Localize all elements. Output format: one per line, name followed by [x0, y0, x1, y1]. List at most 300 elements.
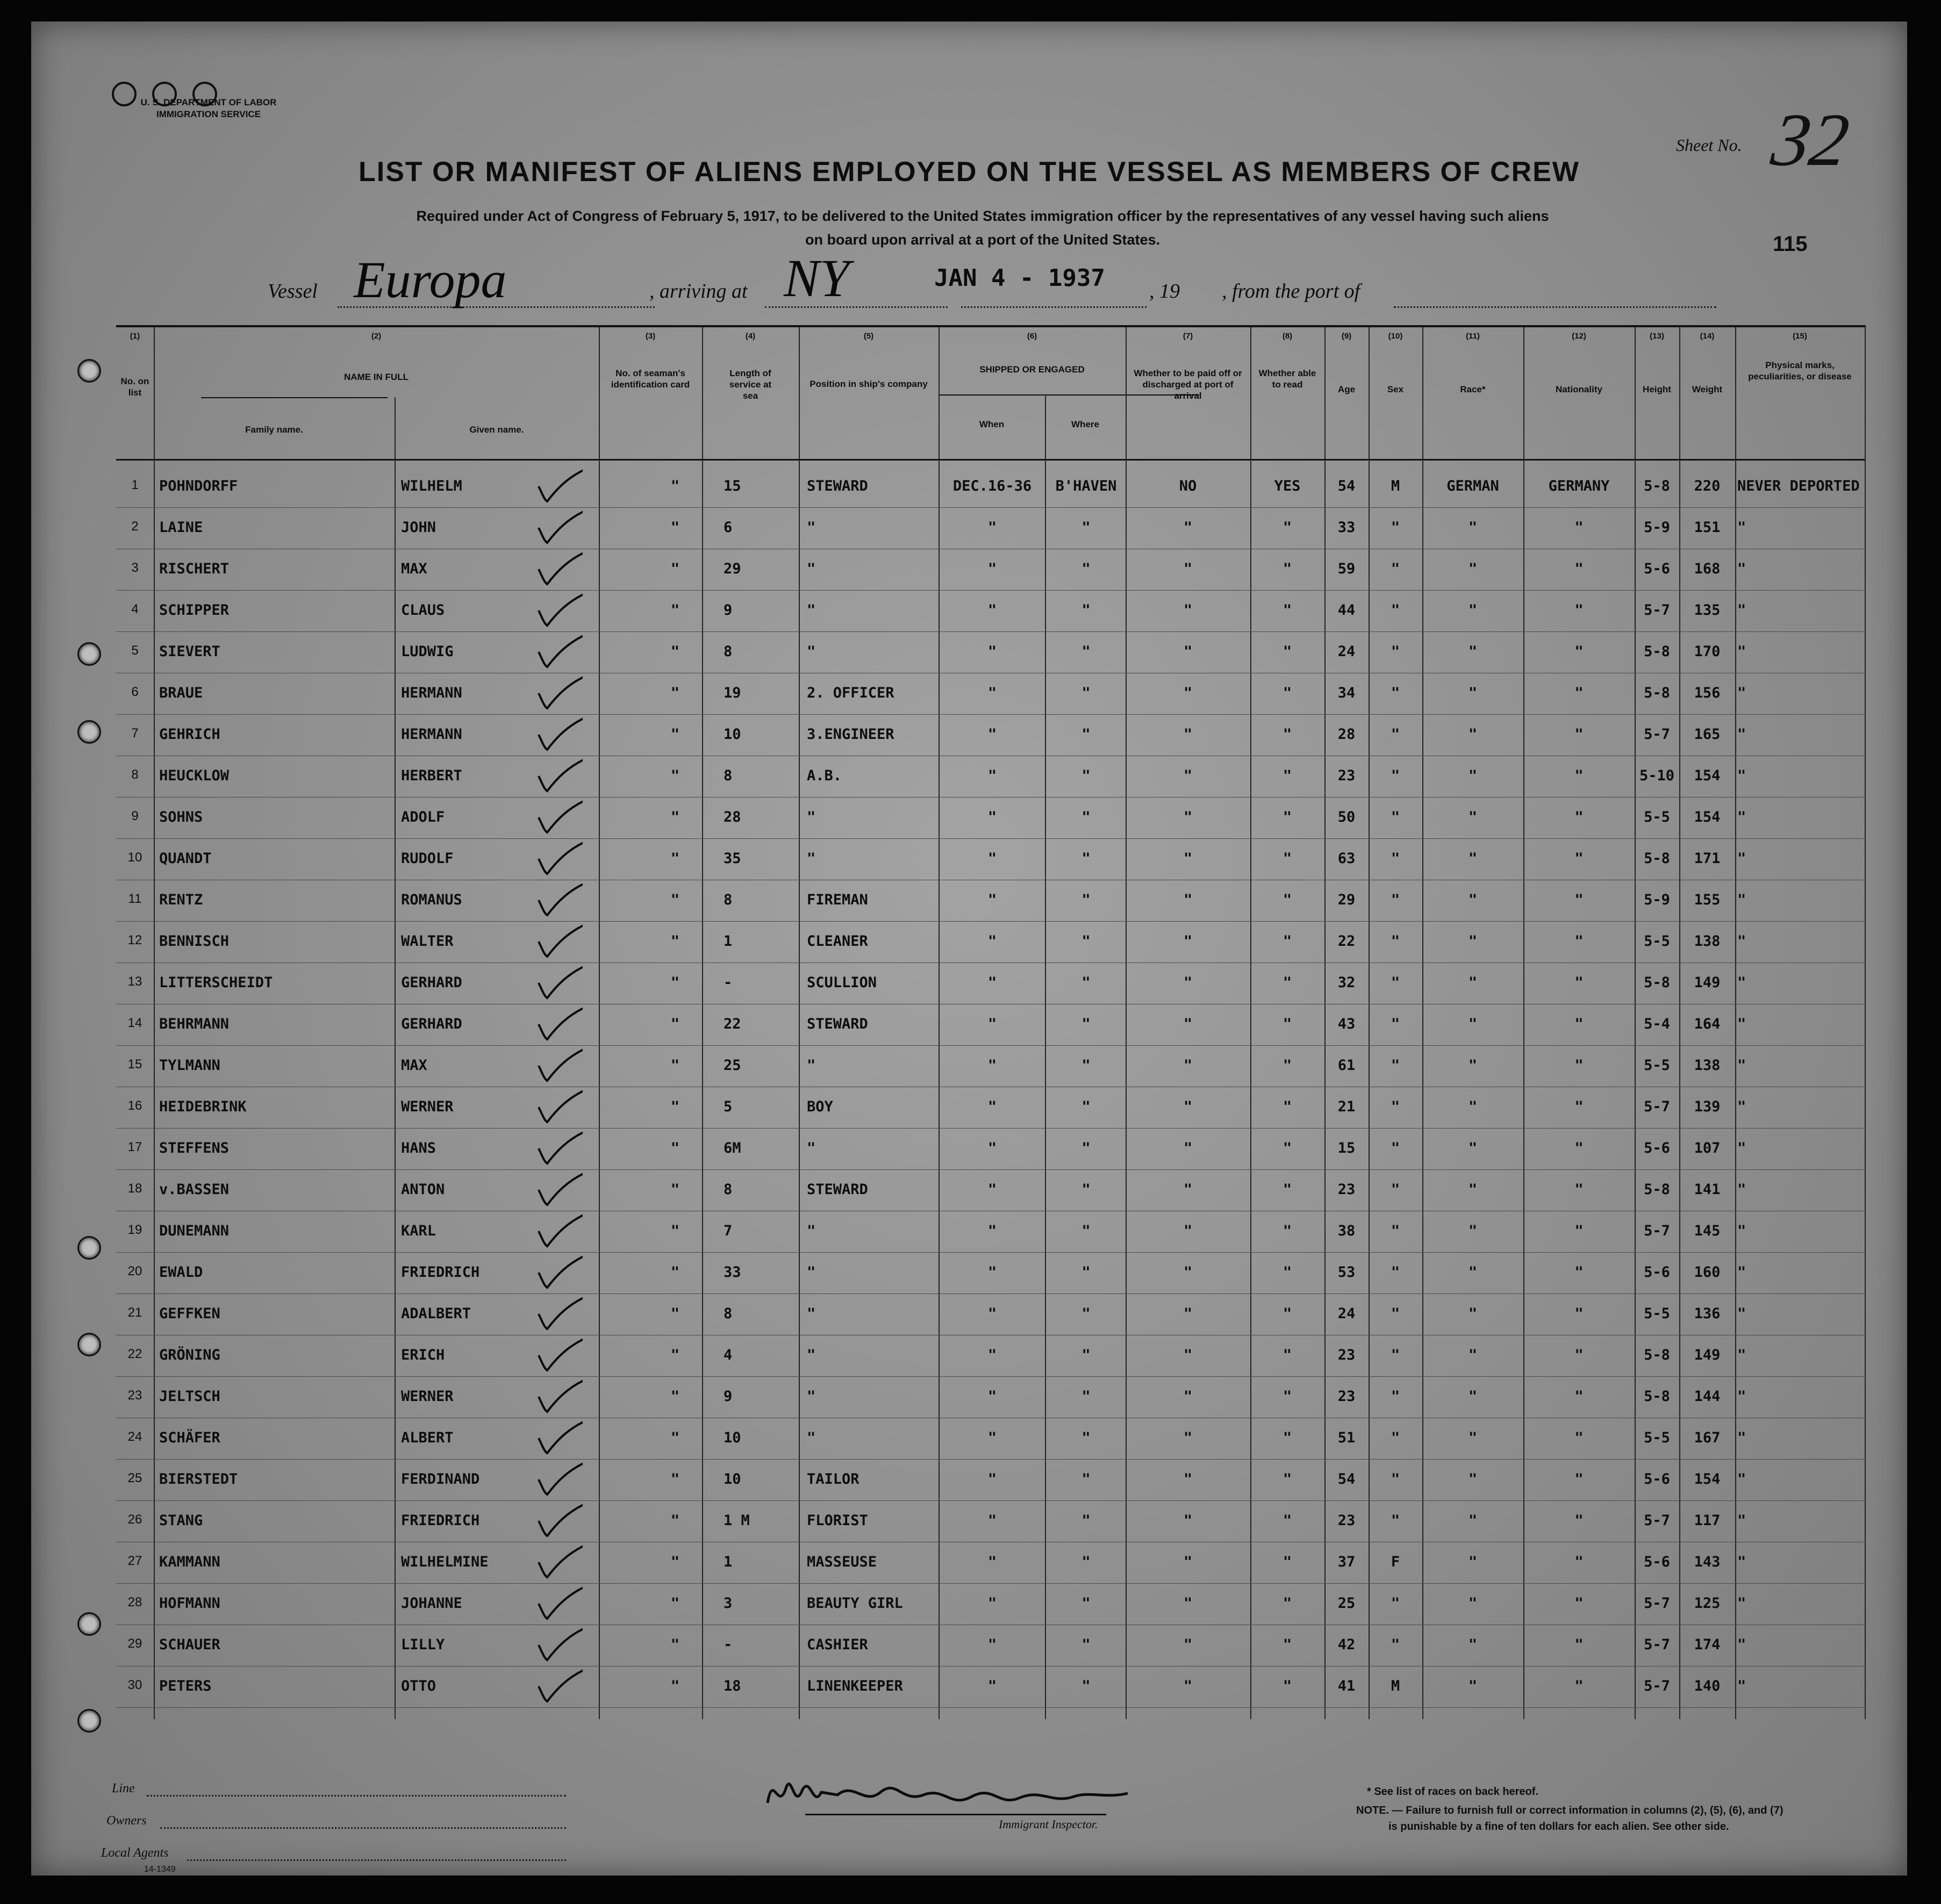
cell-service: 8 — [724, 767, 733, 784]
table-row — [116, 880, 1866, 922]
cell-nationality: " — [1574, 643, 1584, 660]
cell-no: 30 — [127, 1678, 142, 1692]
cell-when: " — [987, 1636, 997, 1653]
cell-race: " — [1468, 850, 1478, 867]
cell-read: " — [1283, 1636, 1292, 1653]
owners-fill — [160, 1827, 566, 1829]
cell-service: 1 — [724, 1554, 733, 1570]
punch-hole-icon — [77, 1709, 101, 1733]
cell-position: " — [807, 643, 816, 660]
cell-nationality: " — [1574, 933, 1584, 950]
check-mark-icon — [534, 1625, 583, 1662]
cell-service: 8 — [724, 1305, 733, 1322]
cell-height: 5-8 — [1644, 478, 1670, 494]
cell-service: 10 — [724, 1429, 741, 1446]
cell-card: " — [670, 643, 680, 660]
cell-family: LAINE — [159, 519, 203, 536]
col-8-number: (8) — [1282, 332, 1293, 341]
table-row — [116, 549, 1866, 591]
cell-read: " — [1283, 767, 1292, 784]
check-mark-icon — [534, 1459, 583, 1497]
cell-given: HERBERT — [401, 767, 462, 784]
cell-race: " — [1468, 1512, 1478, 1529]
punch-hole-icon — [77, 720, 101, 744]
cell-service: 28 — [724, 809, 741, 825]
cell-height: 5-7 — [1644, 1512, 1670, 1529]
col-header-race: Race* — [1460, 384, 1486, 394]
cell-family: POHNDORFF — [159, 478, 238, 494]
col-15-number: (15) — [1793, 332, 1807, 341]
cell-read: " — [1283, 685, 1292, 701]
cell-paid: " — [1183, 643, 1193, 660]
stamp-number: 115 — [1773, 232, 1808, 256]
cell-position: " — [807, 1223, 816, 1239]
cell-when: " — [987, 1181, 997, 1198]
cell-paid: " — [1183, 1305, 1193, 1322]
cell-card: " — [670, 850, 680, 867]
subtitle-line-1: Required under Act of Congress of February 5, 1917, to be delivered to the United States immigration officer by the representatives of any vessel having such aliens — [416, 208, 1549, 224]
cell-sex: " — [1391, 1471, 1400, 1488]
cell-where: " — [1081, 1264, 1091, 1281]
cell-when: " — [987, 685, 997, 701]
line-label: Line — [112, 1781, 135, 1795]
cell-card: " — [670, 1057, 680, 1074]
cell-no: 19 — [127, 1223, 142, 1237]
cell-position: 3.ENGINEER — [807, 726, 894, 743]
cell-race: " — [1468, 933, 1478, 950]
check-mark-icon — [534, 756, 583, 793]
cell-nationality: " — [1574, 974, 1584, 991]
penalty-note-line-1: NOTE. — Failure to furnish full or correct information in columns (2), (5), (6), and (7) — [1356, 1805, 1784, 1816]
cell-position: " — [807, 1388, 816, 1405]
cell-given: ANTON — [401, 1181, 445, 1198]
cell-read: " — [1283, 1140, 1292, 1156]
table-row — [116, 1542, 1866, 1584]
cell-sex: " — [1391, 850, 1400, 867]
cell-when: DEC.16-36 — [952, 478, 1032, 494]
cell-family: EWALD — [159, 1264, 203, 1281]
cell-race: " — [1468, 1678, 1478, 1694]
cell-weight: 171 — [1694, 850, 1721, 867]
cell-given: WERNER — [401, 1388, 454, 1405]
check-mark-icon — [534, 838, 583, 876]
cell-paid: " — [1183, 892, 1193, 908]
cell-position: BOY — [807, 1098, 833, 1115]
from-port-fill-line — [1394, 306, 1716, 308]
cell-sex: " — [1391, 519, 1400, 536]
cell-read: " — [1283, 1305, 1292, 1322]
col-header-family-name: Family name. — [245, 425, 303, 435]
check-mark-icon — [534, 1500, 583, 1538]
cell-race: " — [1468, 892, 1478, 908]
cell-read: " — [1283, 643, 1292, 660]
check-mark-icon — [534, 1087, 583, 1124]
cell-nationality: " — [1574, 1016, 1584, 1032]
cell-read: " — [1283, 1223, 1292, 1239]
check-mark-icon — [534, 590, 583, 628]
cell-weight: 174 — [1694, 1636, 1721, 1653]
cell-age: 54 — [1337, 478, 1356, 494]
cell-marks: " — [1737, 1388, 1746, 1405]
cell-nationality: " — [1574, 850, 1584, 867]
cell-sex: " — [1391, 1388, 1400, 1405]
cell-nationality: " — [1574, 1554, 1584, 1570]
table-row — [116, 1500, 1866, 1542]
cell-age: 28 — [1337, 726, 1356, 743]
cell-read: YES — [1274, 478, 1301, 494]
cell-when: " — [987, 1347, 997, 1363]
cell-service: 9 — [724, 602, 733, 619]
cell-height: 5-8 — [1644, 643, 1670, 660]
cell-given: FRIEDRICH — [401, 1264, 480, 1281]
cell-where: B'HAVEN — [1055, 478, 1117, 494]
cell-family: HEUCKLOW — [159, 767, 230, 784]
cell-service: 33 — [724, 1264, 741, 1281]
cell-weight: 167 — [1694, 1429, 1721, 1446]
cell-race: " — [1468, 1098, 1478, 1115]
cell-weight: 140 — [1694, 1678, 1721, 1694]
punch-hole-icon — [77, 1333, 101, 1356]
cell-service: 5 — [724, 1098, 733, 1115]
cell-weight: 154 — [1694, 809, 1721, 825]
cell-given: WERNER — [401, 1098, 454, 1115]
cell-height: 5-8 — [1644, 850, 1670, 867]
cell-where: " — [1081, 767, 1091, 784]
cell-family: HEIDEBRINK — [159, 1098, 247, 1115]
cell-paid: " — [1183, 1554, 1193, 1570]
cell-when: " — [987, 1554, 997, 1570]
cell-position: " — [807, 850, 816, 867]
cell-race: " — [1468, 519, 1478, 536]
cell-service: 7 — [724, 1223, 733, 1239]
cell-no: 5 — [131, 643, 139, 658]
cell-position: " — [807, 1140, 816, 1156]
cell-card: " — [670, 974, 680, 991]
cell-when: " — [987, 1471, 997, 1488]
cell-card: " — [670, 892, 680, 908]
cell-sex: M — [1391, 478, 1400, 494]
cell-service: 35 — [724, 850, 741, 867]
cell-given: FRIEDRICH — [401, 1512, 480, 1529]
check-mark-icon — [534, 1128, 583, 1166]
cell-nationality: " — [1574, 685, 1584, 701]
cell-race: " — [1468, 1554, 1478, 1570]
cell-marks: " — [1737, 1429, 1746, 1446]
cell-marks: " — [1737, 1016, 1746, 1032]
cell-marks: " — [1737, 1223, 1746, 1239]
cell-service: 8 — [724, 892, 733, 908]
table-row — [116, 1004, 1866, 1046]
cell-age: 44 — [1337, 602, 1356, 619]
cell-weight: 144 — [1694, 1388, 1721, 1405]
table-row — [116, 631, 1866, 673]
check-mark-icon — [534, 1418, 583, 1455]
col-5-number: (5) — [863, 332, 874, 341]
cell-age: 25 — [1337, 1595, 1356, 1612]
table-row — [116, 838, 1866, 880]
subtitle-line-2: on board upon arrival at a port of the United States. — [805, 232, 1161, 248]
cell-no: 2 — [131, 519, 139, 534]
cell-card: " — [670, 1347, 680, 1363]
cell-card: " — [670, 1223, 680, 1239]
arriving-label: , arriving at — [649, 280, 748, 303]
cell-when: " — [987, 561, 997, 577]
col-3-number: (3) — [645, 332, 656, 341]
cell-weight: 138 — [1694, 933, 1721, 950]
cell-when: " — [987, 767, 997, 784]
cell-height: 5-7 — [1644, 1678, 1670, 1694]
cell-position: A.B. — [807, 767, 842, 784]
cell-nationality: " — [1574, 1636, 1584, 1653]
cell-where: " — [1081, 1305, 1091, 1322]
cell-where: " — [1081, 1554, 1091, 1570]
cell-position: 2. OFFICER — [807, 685, 894, 701]
cell-marks: " — [1737, 974, 1746, 991]
cell-card: " — [670, 1140, 680, 1156]
cell-given: ERICH — [401, 1347, 445, 1363]
cell-race: " — [1468, 1181, 1478, 1198]
cell-card: " — [670, 1595, 680, 1612]
cell-no: 9 — [131, 809, 139, 823]
cell-where: " — [1081, 850, 1091, 867]
cell-family: v.BASSEN — [159, 1181, 230, 1198]
cell-sex: " — [1391, 1057, 1400, 1074]
name-subheader-rule — [201, 397, 388, 398]
cell-given: KARL — [401, 1223, 436, 1239]
signature-line — [805, 1814, 1106, 1815]
cell-when: " — [987, 643, 997, 660]
cell-given: LUDWIG — [401, 643, 454, 660]
cell-where: " — [1081, 1098, 1091, 1115]
cell-read: " — [1283, 1098, 1292, 1115]
cell-sex: " — [1391, 1181, 1400, 1198]
cell-service: 10 — [724, 726, 741, 743]
cell-service: 22 — [724, 1016, 741, 1032]
cell-no: 25 — [127, 1471, 142, 1485]
cell-sex: " — [1391, 1512, 1400, 1529]
cell-marks: " — [1737, 602, 1746, 619]
cell-service: 19 — [724, 685, 741, 701]
cell-paid: " — [1183, 1098, 1193, 1115]
check-mark-icon — [534, 880, 583, 917]
cell-read: " — [1283, 602, 1292, 619]
cell-sex: " — [1391, 1429, 1400, 1446]
cell-height: 5-5 — [1644, 809, 1670, 825]
cell-where: " — [1081, 1512, 1091, 1529]
col-1-number: (1) — [130, 332, 140, 341]
check-mark-icon — [534, 1045, 583, 1083]
cell-read: " — [1283, 1678, 1292, 1694]
cell-marks: " — [1737, 561, 1746, 577]
table-row — [116, 962, 1866, 1004]
cell-race: " — [1468, 1016, 1478, 1032]
owners-label: Owners — [106, 1814, 147, 1828]
cell-age: 34 — [1337, 685, 1356, 701]
punch-hole-icon — [77, 1236, 101, 1260]
cell-nationality: GERMANY — [1548, 478, 1610, 494]
cell-read: " — [1283, 933, 1292, 950]
table-row — [116, 1666, 1866, 1708]
cell-service: 29 — [724, 561, 741, 577]
cell-height: 5-10 — [1639, 767, 1675, 784]
agency-line-2: IMMIGRATION SERVICE — [156, 109, 261, 119]
cell-height: 5-5 — [1644, 1305, 1670, 1322]
cell-read: " — [1283, 892, 1292, 908]
cell-paid: " — [1183, 767, 1193, 784]
cell-weight: 151 — [1694, 519, 1721, 536]
cell-height: 5-7 — [1644, 726, 1670, 743]
cell-position: TAILOR — [807, 1471, 860, 1488]
cell-nationality: " — [1574, 892, 1584, 908]
cell-given: ROMANUS — [401, 892, 462, 908]
cell-given: OTTO — [401, 1678, 436, 1694]
cell-height: 5-7 — [1644, 1223, 1670, 1239]
cell-when: " — [987, 519, 997, 536]
cell-service: 8 — [724, 643, 733, 660]
cell-card: " — [670, 1512, 680, 1529]
cell-when: " — [987, 892, 997, 908]
cell-weight: 138 — [1694, 1057, 1721, 1074]
cell-no: 16 — [127, 1098, 142, 1113]
cell-where: " — [1081, 1057, 1091, 1074]
cell-given: MAX — [401, 1057, 427, 1074]
cell-given: GERHARD — [401, 1016, 462, 1032]
cell-service: 1 M — [724, 1512, 750, 1529]
cell-service: 8 — [724, 1181, 733, 1198]
cell-given: ADALBERT — [401, 1305, 471, 1322]
cell-read: " — [1283, 1264, 1292, 1281]
cell-paid: " — [1183, 685, 1193, 701]
cell-no: 29 — [127, 1636, 142, 1651]
cell-nationality: " — [1574, 1347, 1584, 1363]
table-row — [116, 714, 1866, 756]
cell-sex: " — [1391, 643, 1400, 660]
check-mark-icon — [534, 921, 583, 959]
cell-no: 23 — [127, 1388, 142, 1403]
cell-marks: " — [1737, 1471, 1746, 1488]
col-header-no: No. on list — [120, 376, 149, 398]
cell-read: " — [1283, 1347, 1292, 1363]
cell-family: GEFFKEN — [159, 1305, 220, 1322]
cell-height: 5-6 — [1644, 1264, 1670, 1281]
cell-nationality: " — [1574, 1512, 1584, 1529]
vessel-name: Europa — [354, 251, 507, 308]
cell-marks: " — [1737, 1140, 1746, 1156]
table-row — [116, 590, 1866, 632]
cell-height: 5-9 — [1644, 519, 1670, 536]
cell-weight: 143 — [1694, 1554, 1721, 1570]
cell-paid: " — [1183, 1429, 1193, 1446]
cell-height: 5-6 — [1644, 1471, 1670, 1488]
cell-family: STEFFENS — [159, 1140, 230, 1156]
cell-when: " — [987, 850, 997, 867]
inspector-label: Immigrant Inspector. — [999, 1817, 1098, 1831]
cell-where: " — [1081, 933, 1091, 950]
cell-position: " — [807, 1057, 816, 1074]
cell-weight: 136 — [1694, 1305, 1721, 1322]
col-11-number: (11) — [1466, 332, 1480, 341]
cell-sex: " — [1391, 1098, 1400, 1115]
col-14-number: (14) — [1700, 332, 1715, 341]
cell-service: 9 — [724, 1388, 733, 1405]
cell-no: 20 — [127, 1264, 142, 1278]
cell-no: 22 — [127, 1347, 142, 1361]
table-row — [116, 466, 1866, 508]
cell-race: " — [1468, 1140, 1478, 1156]
cell-age: 24 — [1337, 643, 1356, 660]
punch-hole-icon — [77, 359, 101, 383]
table-row — [116, 1169, 1866, 1211]
cell-height: 5-8 — [1644, 974, 1670, 991]
cell-weight: 149 — [1694, 1347, 1721, 1363]
cell-paid: " — [1183, 809, 1193, 825]
cell-card: " — [670, 1636, 680, 1653]
cell-age: 37 — [1337, 1554, 1356, 1570]
cell-card: " — [670, 1016, 680, 1032]
cell-age: 53 — [1337, 1264, 1356, 1281]
cell-height: 5-8 — [1644, 1347, 1670, 1363]
cell-service: 10 — [724, 1471, 741, 1488]
cell-family: BENNISCH — [159, 933, 230, 950]
cell-given: RUDOLF — [401, 850, 454, 867]
document-subtitle — [257, 204, 1708, 252]
check-mark-icon — [534, 962, 583, 1000]
cell-family: LITTERSCHEIDT — [159, 974, 273, 991]
arrival-port: NY — [784, 248, 850, 308]
cell-where: " — [1081, 892, 1091, 908]
cell-marks: " — [1737, 1595, 1746, 1612]
cell-sex: " — [1391, 767, 1400, 784]
cell-position: FIREMAN — [807, 892, 868, 908]
cell-marks: " — [1737, 767, 1746, 784]
cell-nationality: " — [1574, 1388, 1584, 1405]
cell-race: " — [1468, 1347, 1478, 1363]
check-mark-icon — [534, 1294, 583, 1331]
cell-race: " — [1468, 1388, 1478, 1405]
cell-where: " — [1081, 643, 1091, 660]
cell-sex: " — [1391, 726, 1400, 743]
cell-read: " — [1283, 974, 1292, 991]
cell-paid: " — [1183, 1181, 1193, 1198]
cell-card: " — [670, 1098, 680, 1115]
table-row — [116, 1211, 1866, 1253]
cell-where: " — [1081, 561, 1091, 577]
check-mark-icon — [534, 1004, 583, 1041]
cell-marks: " — [1737, 850, 1746, 867]
col-header-age: Age — [1337, 384, 1356, 394]
cell-weight: 145 — [1694, 1223, 1721, 1239]
cell-family: SOHNS — [159, 809, 203, 825]
cell-age: 41 — [1337, 1678, 1356, 1694]
cell-height: 5-8 — [1644, 685, 1670, 701]
cell-card: " — [670, 685, 680, 701]
cell-when: " — [987, 809, 997, 825]
cell-paid: " — [1183, 850, 1193, 867]
cell-marks: " — [1737, 1305, 1746, 1322]
cell-height: 5-5 — [1644, 1429, 1670, 1446]
cell-paid: " — [1183, 1016, 1193, 1032]
cell-age: 59 — [1337, 561, 1356, 577]
cell-sex: " — [1391, 561, 1400, 577]
cell-family: SCHÄFER — [159, 1429, 220, 1446]
cell-no: 24 — [127, 1429, 142, 1444]
cell-given: MAX — [401, 561, 427, 577]
col-header-physical-marks: Physical marks, peculiarities, or disease — [1748, 360, 1852, 382]
document-title: LIST OR MANIFEST OF ALIENS EMPLOYED ON THE VESSEL AS MEMBERS OF CREW — [359, 156, 1580, 188]
cell-marks: " — [1737, 1181, 1746, 1198]
cell-no: 6 — [131, 685, 139, 699]
cell-where: " — [1081, 519, 1091, 536]
